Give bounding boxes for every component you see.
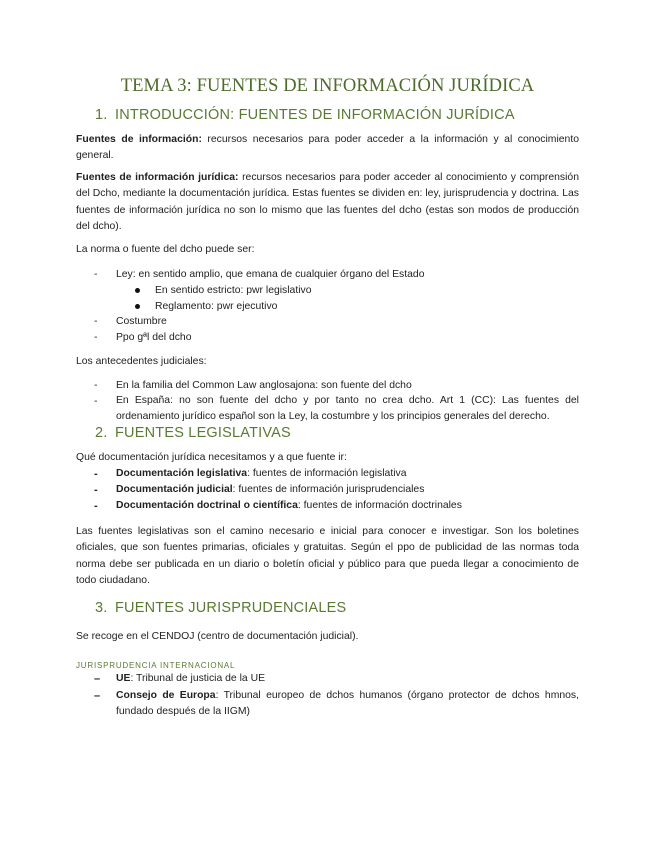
term: UE — [116, 673, 131, 684]
dash-marker: - — [94, 500, 98, 512]
list-item-ppo: Ppo gªl del dcho — [116, 332, 192, 343]
definition: : fuentes de información jurisprudenciales — [232, 484, 425, 495]
section-heading-3 — [95, 600, 346, 616]
term: Documentación legislativa — [116, 468, 248, 479]
dash-marker: - — [94, 484, 98, 496]
dash-marker: - — [94, 332, 98, 343]
legislativas-lead: Qué documentación jurídica necesitamos y a que fuente ir: — [76, 452, 347, 463]
section-title: INTRODUCCIÓN: FUENTES DE INFORMACIÓN JURÍDICA — [115, 107, 515, 123]
paragraph-fuentes-informacion — [76, 132, 579, 165]
definition: recursos necesarios para poder acceder al conocimiento y comprensión del Dcho, mediante la documentación jurídica. Estas fuentes se dividen en: ley, jurisprudencia y doctrina. Las fuentes de información jurídica no son lo mismo que las fuentes del dcho (estas son modos de producción del dcho). — [76, 172, 579, 233]
list-item-consejo-europa — [116, 688, 579, 721]
definition: : Tribunal europeo de dchos humanos (órgano protector de dchos hmnos, fundado después de la IIGM) — [116, 690, 579, 718]
document-title: TEMA 3: FUENTES DE INFORMACIÓN JURÍDICA — [120, 76, 535, 96]
paragraph-fuentes-juridica — [76, 170, 579, 236]
definition: : fuentes de información doctrinales — [297, 500, 462, 511]
definition: : Tribunal de justicia de la UE — [130, 673, 266, 684]
section-title: FUENTES JURISPRUDENCIALES — [115, 600, 347, 616]
list-item-ue — [116, 672, 265, 686]
term: Documentación doctrinal o científica — [116, 500, 298, 511]
term: Fuentes de información: — [76, 134, 202, 145]
list-item-common-law: En la familia del Common Law anglosajona: son fuente del dcho — [116, 380, 412, 391]
section-title: FUENTES LEGISLATIVAS — [115, 425, 291, 441]
definition: recursos necesarios para poder acceder a la información y al conocimiento general. — [76, 134, 579, 162]
dash-marker: - — [94, 269, 98, 280]
list-item-costumbre: Costumbre — [116, 316, 167, 327]
section-number: 3. — [95, 600, 108, 616]
antecedentes-lead: Los antecedentes judiciales: — [76, 356, 207, 367]
norma-lead: La norma o fuente del dcho puede ser: — [76, 244, 255, 255]
section-number: 1. — [95, 107, 108, 123]
list-item-sentido-estricto: En sentido estricto: pwr legislativo — [155, 285, 312, 296]
bullet-icon — [135, 288, 140, 293]
bullet-icon — [135, 304, 140, 309]
dash-marker: - — [94, 316, 98, 327]
subheading-jurisprudencia-internacional: JURISPRUDENCIA INTERNACIONAL — [76, 661, 236, 670]
section-heading-2 — [95, 425, 291, 441]
dash-marker: – — [94, 673, 101, 685]
section-number: 2. — [95, 425, 108, 441]
term: Fuentes de información jurídica: — [76, 172, 239, 183]
list-item-doc-doctrinal — [116, 499, 462, 513]
dash-marker: – — [94, 690, 101, 702]
list-item-doc-legislativa — [116, 467, 407, 481]
dash-marker: - — [94, 396, 98, 407]
dash-marker: - — [94, 468, 98, 480]
paragraph-legislativas: Las fuentes legislativas son el camino necesario e inicial para conocer e investigar. Son los boletines oficiales, que son fuentes primarias, oficiales y gratuitas. Según el ppo de publicidad de las normas toda norma debe ser publicada en un diario o boletín oficial y público para que pueda llegar a conocimiento de todo ciudadano. — [76, 526, 579, 587]
list-item-doc-judicial — [116, 483, 424, 497]
list-item-reglamento: Reglamento: pwr ejecutivo — [155, 301, 278, 312]
term: Documentación judicial — [116, 484, 233, 495]
list-item-espana: En España: no son fuente del dcho y por tanto no crea dcho. Art 1 (CC): Las fuentes del ordenamiento jurídico español son la Ley, la costumbre y los principios generales del derecho. — [116, 395, 579, 423]
dash-marker: - — [94, 380, 98, 391]
term: Consejo de Europa — [116, 690, 216, 701]
jurisprudenciales-lead: Se recoge en el CENDOJ (centro de documentación judicial). — [76, 631, 359, 642]
list-item-ley: Ley: en sentido amplio, que emana de cualquier órgano del Estado — [116, 269, 425, 280]
definition: : fuentes de información legislativa — [247, 468, 407, 479]
section-heading-1 — [95, 107, 515, 123]
